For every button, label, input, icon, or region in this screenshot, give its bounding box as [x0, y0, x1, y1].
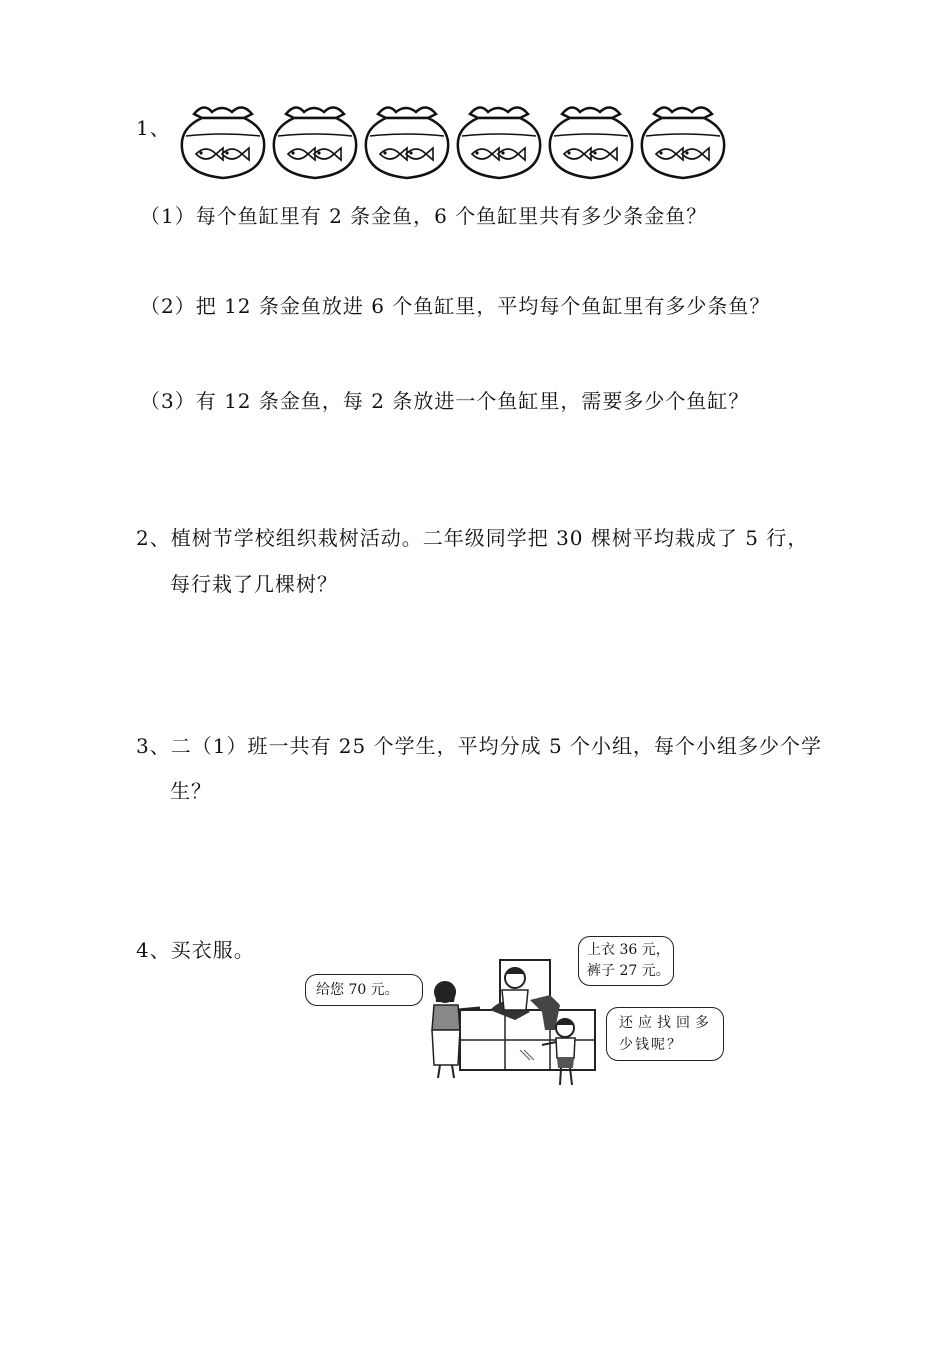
child-text-line1: 还应找回多 — [619, 1015, 714, 1031]
q2-line2: 每行栽了几棵树？ — [170, 572, 338, 596]
q3-line2: 生？ — [170, 779, 212, 803]
q1-sub2: （2）把 12 条金鱼放进 6 个鱼缸里，平均每个鱼缸里有多少条鱼？ — [140, 294, 771, 318]
q3-line1: 3、二（1）班一共有 25 个学生，平均分成 5 个小组，每个小组多少个学 — [136, 734, 823, 758]
customer-text: 给您 70 元。 — [316, 982, 399, 998]
fishbowl-row — [178, 100, 738, 182]
q1-sub1: （1）每个鱼缸里有 2 条金鱼，6 个鱼缸里共有多少条金鱼？ — [140, 204, 708, 228]
speech-bubble-child — [606, 1007, 724, 1061]
fishbowl-icon — [274, 107, 356, 178]
fishbowl-illustration — [178, 100, 738, 182]
fishbowl-icon — [642, 107, 724, 178]
q1-sub3: （3）有 12 条金鱼，每 2 条放进一个鱼缸里，需要多少个鱼缸？ — [140, 389, 750, 413]
speech-bubble-customer — [305, 974, 423, 1006]
fishbowl-icon — [550, 107, 632, 178]
seller-text-line1: 上衣 36 元， — [587, 942, 670, 958]
q2-line1: 2、植树节学校组织栽树活动。二年级同学把 30 棵树平均栽成了 5 行， — [136, 526, 809, 550]
shop-scene — [420, 950, 600, 1095]
q1-number: 1、 — [136, 116, 171, 140]
q4-title: 4、买衣服。 — [136, 938, 255, 962]
fishbowl-icon — [458, 107, 540, 178]
fishbowl-icon — [182, 107, 264, 178]
child-text-line2: 少钱呢？ — [619, 1037, 683, 1053]
fishbowl-icon — [366, 107, 448, 178]
seller-text-line2: 裤子 27 元。 — [587, 963, 670, 979]
speech-bubble-seller — [578, 936, 674, 986]
shop-scene-illustration — [420, 950, 600, 1095]
